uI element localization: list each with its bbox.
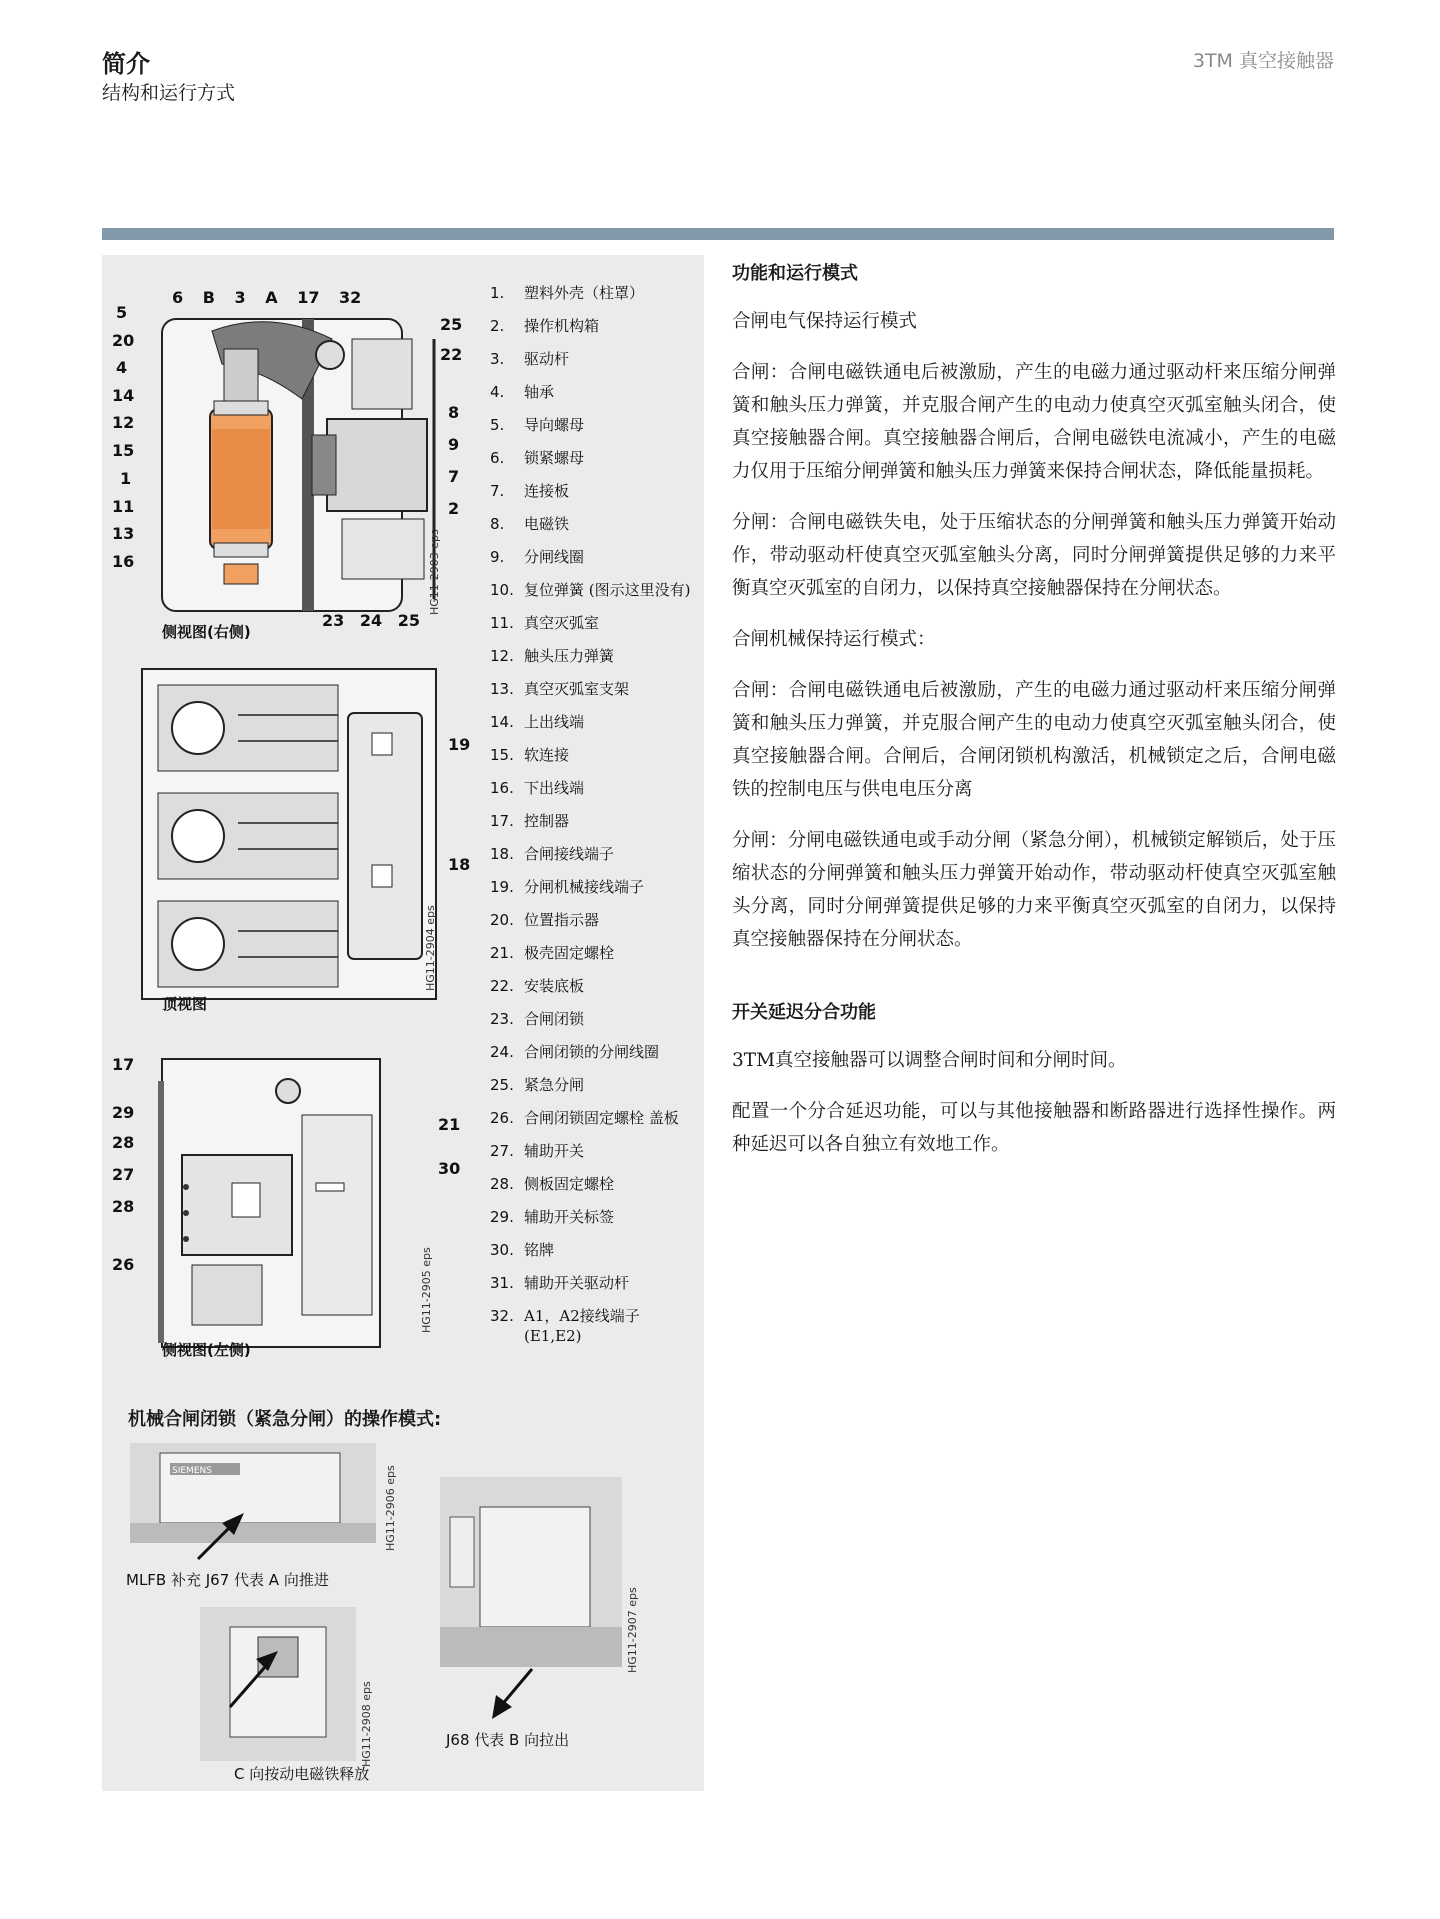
parts-list-item (490, 1174, 700, 1207)
label: A (265, 288, 278, 307)
side-left-label: 28 (112, 1197, 135, 1216)
part-number: 30. (490, 1241, 514, 1259)
part-number: 18. (490, 845, 514, 863)
label: 17 (297, 288, 320, 307)
parts-list-item (490, 481, 700, 514)
parts-list-item (490, 778, 700, 811)
parts-list-item (490, 976, 700, 1009)
label: 25 (397, 611, 420, 630)
parts-list-item (490, 382, 700, 415)
part-name: 合闸接线端子 (524, 845, 615, 863)
part-number: 29. (490, 1208, 514, 1226)
part-name: 导向螺母 (524, 416, 585, 434)
part-name: 位置指示器 (524, 911, 600, 929)
parts-list-item (490, 448, 700, 481)
side-left-caption: 侧视图(左侧) (162, 1341, 251, 1359)
side-right-left-label: 5 (116, 303, 128, 322)
part-number: 10. (490, 581, 514, 599)
side-left-label: 28 (112, 1133, 135, 1152)
part-name: 控制器 (524, 812, 570, 830)
paragraph: 合闸：合闸电磁铁通电后被激励，产生的电磁力通过驱动杆来压缩分闸弹簧和触头压力弹簧，并克服合闸产生的电动力使真空灭弧室触头闭合，使真空接触器合闸。真空接触器合闸后，合闸电磁铁电流减小，产生的电磁力仅用于压缩分闸弹簧和触头压力弹簧来保持合闸状态，降低能量损耗。 (732, 362, 1336, 482)
part-number: 2. (490, 317, 505, 335)
part-name: 操作机构箱 (524, 317, 600, 335)
parts-list-item (490, 679, 700, 712)
parts-list-item (490, 1075, 700, 1108)
parts-list-item (490, 613, 700, 646)
part-number: 1. (490, 284, 505, 302)
side-right-right-label: 22 (440, 345, 463, 364)
header-title: 简介 (102, 50, 150, 78)
part-name: 复位弹簧 (图示这里没有) (524, 581, 691, 599)
side-right-left-label: 14 (112, 386, 135, 405)
part-name: 分闸机械接线端子 (524, 878, 645, 896)
part-number: 15. (490, 746, 514, 764)
parts-list-item (490, 283, 700, 316)
label: 32 (339, 288, 362, 307)
side-right-left-label: 15 (112, 441, 135, 460)
part-name: 辅助开关标签 (524, 1208, 615, 1226)
brand-text: SIEMENS (172, 1466, 212, 1476)
parts-list-item (490, 349, 700, 382)
part-number: 21. (490, 944, 514, 962)
side-right-code: HG11-2903 eps (428, 529, 441, 615)
top-view-label: 19 (448, 735, 471, 754)
side-right-left-label: 13 (112, 524, 135, 543)
photo1-code: HG11-2906 eps (384, 1465, 397, 1551)
part-number: 11. (490, 614, 514, 632)
side-right-left-label: 1 (120, 469, 132, 488)
side-view-left-drawing (152, 1055, 452, 1351)
part-name: 锁紧螺母 (524, 449, 585, 467)
content-column (732, 255, 1336, 1179)
parts-list-item (490, 1207, 700, 1240)
part-number: 17. (490, 812, 514, 830)
arrow-b (482, 1665, 542, 1725)
part-name: 轴承 (524, 383, 555, 401)
side-right-caption: 侧视图(右侧) (162, 623, 251, 641)
part-name: 塑料外壳（柱罩） (524, 284, 645, 302)
parts-list-item (490, 877, 700, 910)
part-number: 5. (490, 416, 505, 434)
part-name: 合闸闭锁 (524, 1010, 585, 1028)
part-number: 19. (490, 878, 514, 896)
label: 24 (359, 611, 383, 630)
side-right-right-label: 25 (440, 315, 463, 334)
divider-bar (102, 228, 1334, 240)
part-number: 7. (490, 482, 505, 500)
side-right-right-label: 7 (448, 467, 460, 486)
part-name: 下出线端 (524, 779, 585, 797)
photo2-code: HG11-2907 eps (626, 1587, 639, 1673)
part-number: 14. (490, 713, 514, 731)
paragraph: 合闸电气保持运行模式 (732, 311, 918, 332)
part-name: 真空灭弧室支架 (524, 680, 630, 698)
photo3-code: HG11-2908 eps (360, 1681, 373, 1767)
parts-list-item (490, 1240, 700, 1273)
side-left-label: 26 (112, 1255, 135, 1274)
part-number: 13. (490, 680, 514, 698)
part-name: 极壳固定螺栓 (524, 944, 615, 962)
part-name: 合闸闭锁的分闸线圈 (524, 1043, 660, 1061)
part-number: 16. (490, 779, 514, 797)
side-left-label: 30 (438, 1159, 461, 1178)
part-name: 辅助开关驱动杆 (524, 1274, 630, 1292)
parts-list-item (490, 1306, 700, 1346)
part-name: 上出线端 (524, 713, 585, 731)
part-name: A1，A2接线端子 (E1,E2) (524, 1307, 640, 1345)
part-name: 电磁铁 (524, 515, 570, 533)
parts-list-item (490, 910, 700, 943)
part-name: 真空灭弧室 (524, 614, 600, 632)
part-number: 31. (490, 1274, 514, 1292)
parts-list-item (490, 745, 700, 778)
parts-list-item (490, 712, 700, 745)
part-number: 27. (490, 1142, 514, 1160)
parts-list-item (490, 1273, 700, 1306)
part-name: 紧急分闸 (524, 1076, 585, 1094)
side-right-top-labels (172, 288, 361, 307)
part-number: 9. (490, 548, 505, 566)
parts-list-item (490, 811, 700, 844)
photo3-label: C 向按动电磁铁释放 (234, 1765, 370, 1783)
paragraph: 合闸：合闸电磁铁通电后被激励，产生的电磁力通过驱动杆来压缩分闸弹簧和触头压力弹簧，并克服合闸产生的电动力使真空灭弧室触头闭合，使真空接触器合闸。合闸后，合闸闭锁机构激活，机械锁定之后，合闸电磁铁的控制电压与供电电压分离 (732, 680, 1336, 800)
arrow-a (192, 1505, 252, 1565)
paragraph: 合闸机械保持运行模式： (732, 629, 936, 650)
part-name: 侧板固定螺栓 (524, 1175, 615, 1193)
section-heading-2: 开关延迟分合功能 (732, 1002, 876, 1023)
photo-3 (200, 1607, 356, 1761)
header-product: 3TM 真空接触器 (1192, 50, 1334, 72)
part-name: 合闸闭锁固定螺栓 盖板 (524, 1109, 679, 1127)
parts-list-item (490, 1141, 700, 1174)
parts-list-item (490, 943, 700, 976)
label: 23 (322, 611, 345, 630)
side-right-left-label: 16 (112, 552, 135, 571)
parts-list-item (490, 1108, 700, 1141)
part-name: 铭牌 (524, 1241, 555, 1259)
part-number: 28. (490, 1175, 514, 1193)
top-view-caption: 顶视图 (162, 995, 208, 1013)
part-number: 26. (490, 1109, 514, 1127)
side-right-left-label: 20 (112, 331, 135, 350)
part-name: 分闸线圈 (524, 548, 585, 566)
photo1-label: MLFB 补充 J67 代表 A 向推进 (126, 1571, 329, 1589)
part-number: 4. (490, 383, 505, 401)
side-left-label: 29 (112, 1103, 135, 1122)
parts-list-item (490, 646, 700, 679)
part-number: 20. (490, 911, 514, 929)
part-number: 32. (490, 1307, 514, 1325)
section-heading-1: 功能和运行模式 (732, 263, 858, 284)
parts-list-item (490, 1042, 700, 1075)
side-right-left-label: 11 (112, 497, 135, 516)
side-right-right-label: 2 (448, 499, 460, 518)
side-right-right-label: 9 (448, 435, 460, 454)
side-right-bottom-labels (322, 611, 420, 630)
parts-list-item (490, 514, 700, 547)
figure-panel (102, 255, 704, 1791)
paragraph: 分闸：合闸电磁铁失电，处于压缩状态的分闸弹簧和触头压力弹簧开始动作，带动驱动杆使真空灭弧室触头分离，同时分闸弹簧提供足够的力来平衡真空灭弧室的自闭力，以保持真空接触器保持在分闸状态。 (732, 512, 1336, 599)
side-right-left-label: 4 (116, 358, 128, 377)
part-name: 连接板 (524, 482, 570, 500)
photo2-label: J68 代表 B 向拉出 (446, 1731, 570, 1749)
parts-list-item (490, 1009, 700, 1042)
label: B (202, 288, 215, 307)
parts-list-item (490, 316, 700, 349)
parts-list-item (490, 844, 700, 877)
parts-list-item (490, 415, 700, 448)
header-subtitle: 结构和运行方式 (102, 82, 236, 104)
mech-title: 机械合闸闭锁（紧急分闸）的操作模式: (128, 1409, 442, 1430)
part-name: 触头压力弹簧 (524, 647, 615, 665)
part-name: 安装底板 (524, 977, 585, 995)
side-left-code: HG11-2905 eps (420, 1247, 433, 1333)
part-number: 25. (490, 1076, 514, 1094)
photo-1 (130, 1443, 376, 1543)
part-name: 辅助开关 (524, 1142, 585, 1160)
part-number: 24. (490, 1043, 514, 1061)
top-view-code: HG11-2904 eps (424, 905, 437, 991)
part-number: 3. (490, 350, 505, 368)
part-number: 23. (490, 1010, 514, 1028)
photo-2 (440, 1477, 622, 1667)
paragraph: 分闸：分闸电磁铁通电或手动分闸（紧急分闸），机械锁定解锁后，处于压缩状态的分闸弹簧和触头压力弹簧开始动作，带动驱动杆使真空灭弧室触头分离，同时分闸弹簧提供足够的力来平衡真空灭弧室的自闭力，以保持真空接触器保持在分闸状态。 (732, 830, 1336, 950)
parts-list-item (490, 547, 700, 580)
side-right-left-label: 12 (112, 413, 135, 432)
side-left-label: 21 (438, 1115, 461, 1134)
part-name: 软连接 (524, 746, 570, 764)
label: 6 (172, 288, 184, 307)
side-left-label: 27 (112, 1165, 135, 1184)
parts-list (490, 283, 700, 1346)
part-number: 12. (490, 647, 514, 665)
top-view-drawing (138, 665, 448, 1005)
side-right-right-label: 8 (448, 403, 460, 422)
parts-list-item (490, 580, 700, 613)
paragraph: 配置一个分合延迟功能，可以与其他接触器和断路器进行选择性操作。两种延迟可以各自独立有效地工作。 (732, 1101, 1336, 1155)
paragraph: 3TM真空接触器可以调整合闸时间和分闸时间。 (732, 1050, 1127, 1071)
part-number: 22. (490, 977, 514, 995)
part-name: 驱动杆 (524, 350, 570, 368)
part-number: 6. (490, 449, 505, 467)
part-number: 8. (490, 515, 505, 533)
top-view-label: 18 (448, 855, 471, 874)
side-left-label: 17 (112, 1055, 135, 1074)
label: 3 (234, 288, 246, 307)
